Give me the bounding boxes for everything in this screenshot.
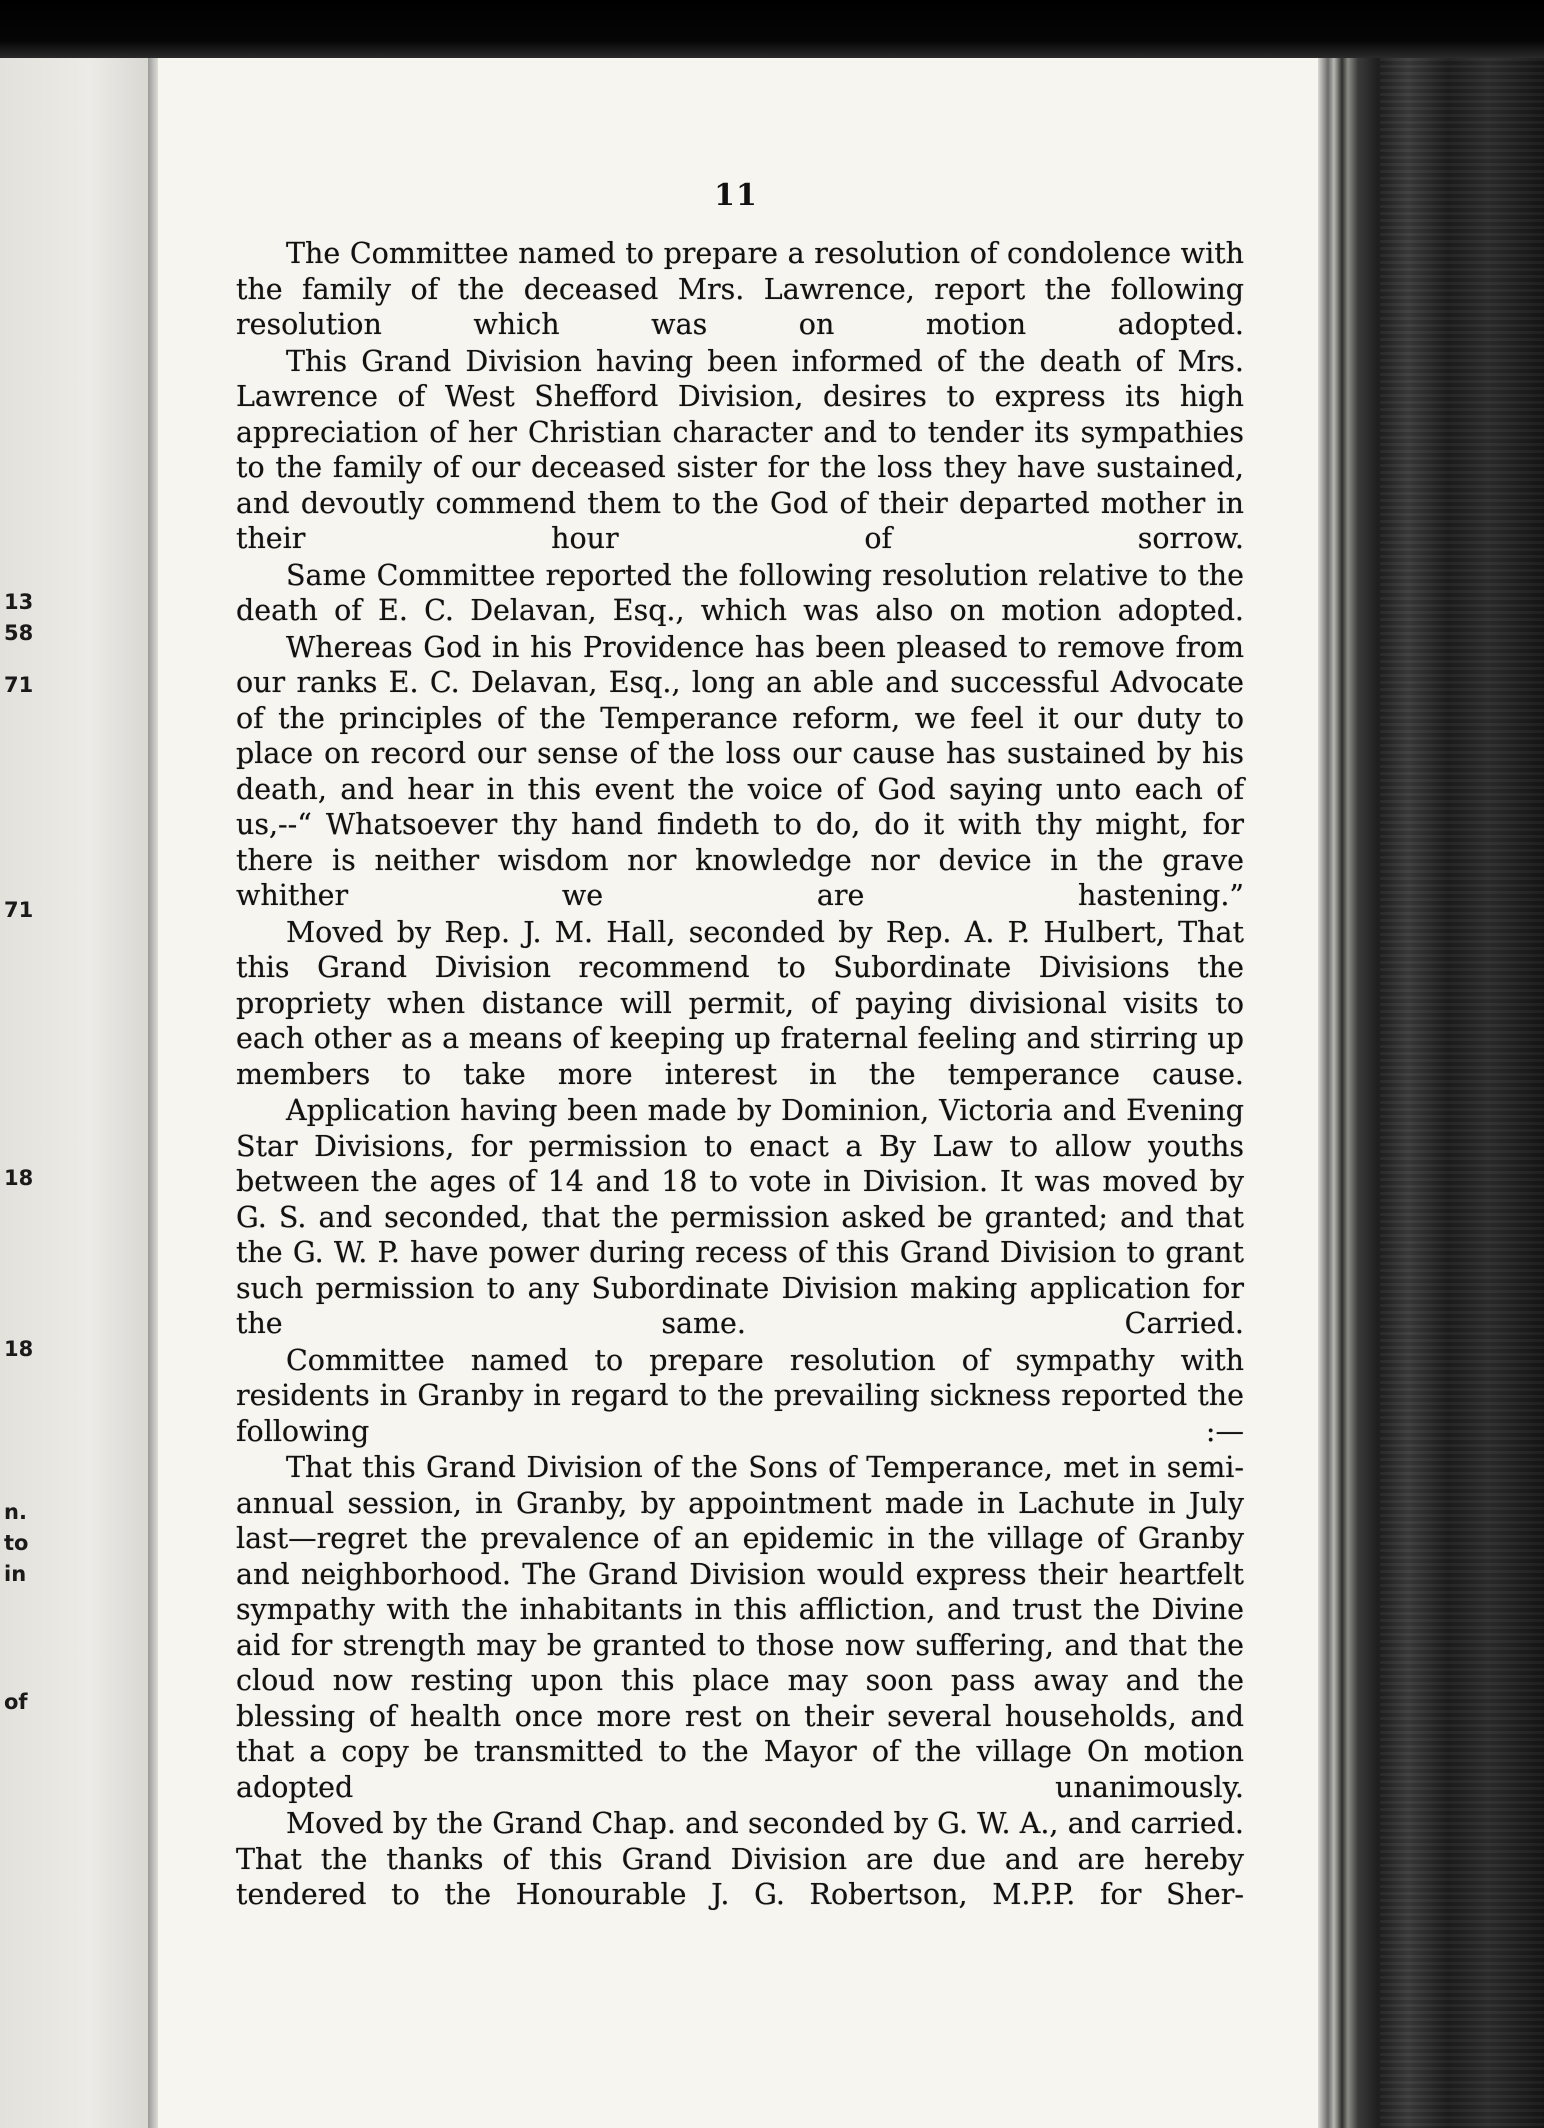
previous-page-margin: [0, 0, 150, 2128]
margin-fragment: in: [4, 1562, 27, 1586]
page-gutter-shadow: [148, 40, 158, 2128]
page-number: 11: [714, 178, 758, 213]
margin-fragment: 71: [4, 673, 34, 697]
paragraph-divisional-visits-motion: Moved by Rep. J. M. Hall, seconded by Rep. A. P. Hulbert, That this Grand Division recommend to Subordinate Divisions the propriety when distance will permit, of paying divisional visits to each other as a means of keeping up fraternal feeling and stirring up members to take more interest in the temperance cause.: [236, 915, 1244, 1091]
scan-top-border: [0, 0, 1544, 58]
paragraph-committee-condolence: The Committee named to prepare a resolution of condolence with the family of the deceased Mrs. Lawrence, report the following resolution which was on motion adopted.: [236, 237, 1244, 341]
binding-texture: [1380, 58, 1544, 2128]
paragraph-delavan-report: Same Committee reported the following resolution relative to the death of E. C. Delavan, Esq., which was also on motion adopted.: [236, 558, 1244, 627]
margin-fragment: 18: [4, 1166, 34, 1190]
paragraph-youth-bylaw-application: Application having been made by Dominion, Victoria and Evening Star Divisions, for permission to enact a By Law to allow youths between the ages of 14 and 18 to vote in Division. It was moved by G. S. and seconded, that the permission asked be granted; and that the G. W. P. have power during recess of this Grand Division to grant such permission to any Subordinate Division making application for the same. Carried.: [236, 1094, 1244, 1340]
paragraph-lawrence-resolution: This Grand Division having been informed of the death of Mrs. Lawrence of West Shefford Division, desires to express its high appreciation of her Christian character and to tender its sympathies to the family of our deceased sister for the loss they have sustained, and devoutly commend them to the God of their departed mother in their hour of sorrow.: [236, 344, 1244, 555]
margin-fragment: 18: [4, 1337, 34, 1361]
paragraph-granby-resolution: That this Grand Division of the Sons of Temperance, met in semi-annual session, in Granby, by appointment made in Lachute in July last—regret the prevalence of an epidemic in the village of Granby and neighborhood. The Grand Division would express their heartfelt sympathy with the inhabitants in this affliction, and trust the Divine aid for strength may be granted to those now suffering, and that the cloud now resting upon this place may soon pass away and the blessing of health once more rest on their several households, and that a copy be transmitted to the Mayor of the village On motion adopted unanimously.: [236, 1451, 1244, 1804]
margin-fragment: 13: [4, 590, 34, 614]
page-body: [236, 236, 1244, 1913]
margin-fragment: to: [4, 1531, 29, 1555]
book-page: [158, 58, 1318, 2128]
paragraph-delavan-resolution: Whereas God in his Providence has been pleased to remove from our ranks E. C. Delavan, Esq., long an able and successful Advocate of the principles of the Temperance reform, we feel it our duty to place on record our sense of the loss our cause has sustained by his death, and hear in this event the voice of God saying unto each of us,--“ Whatsoever thy hand findeth to do, do it with thy might, for there is neither wisdom nor knowledge nor device in the grave whither we are hastening.”: [236, 630, 1244, 912]
margin-fragment: n.: [4, 1500, 27, 1524]
margin-fragment: 71: [4, 898, 34, 922]
margin-fragment: of: [4, 1690, 28, 1714]
margin-fragment: 58: [4, 621, 34, 645]
paragraph-granby-committee: Committee named to prepare resolution of sympathy with residents in Granby in regard to the prevailing sickness reported the following :—: [236, 1343, 1244, 1448]
paragraph-thanks-motion: Moved by the Grand Chap. and seconded by G. W. A., and carried. That the thanks of this Grand Division are due and are hereby tendered to the Honourable J. G. Robertson, M.P.P. for Sher-: [236, 1807, 1244, 1911]
